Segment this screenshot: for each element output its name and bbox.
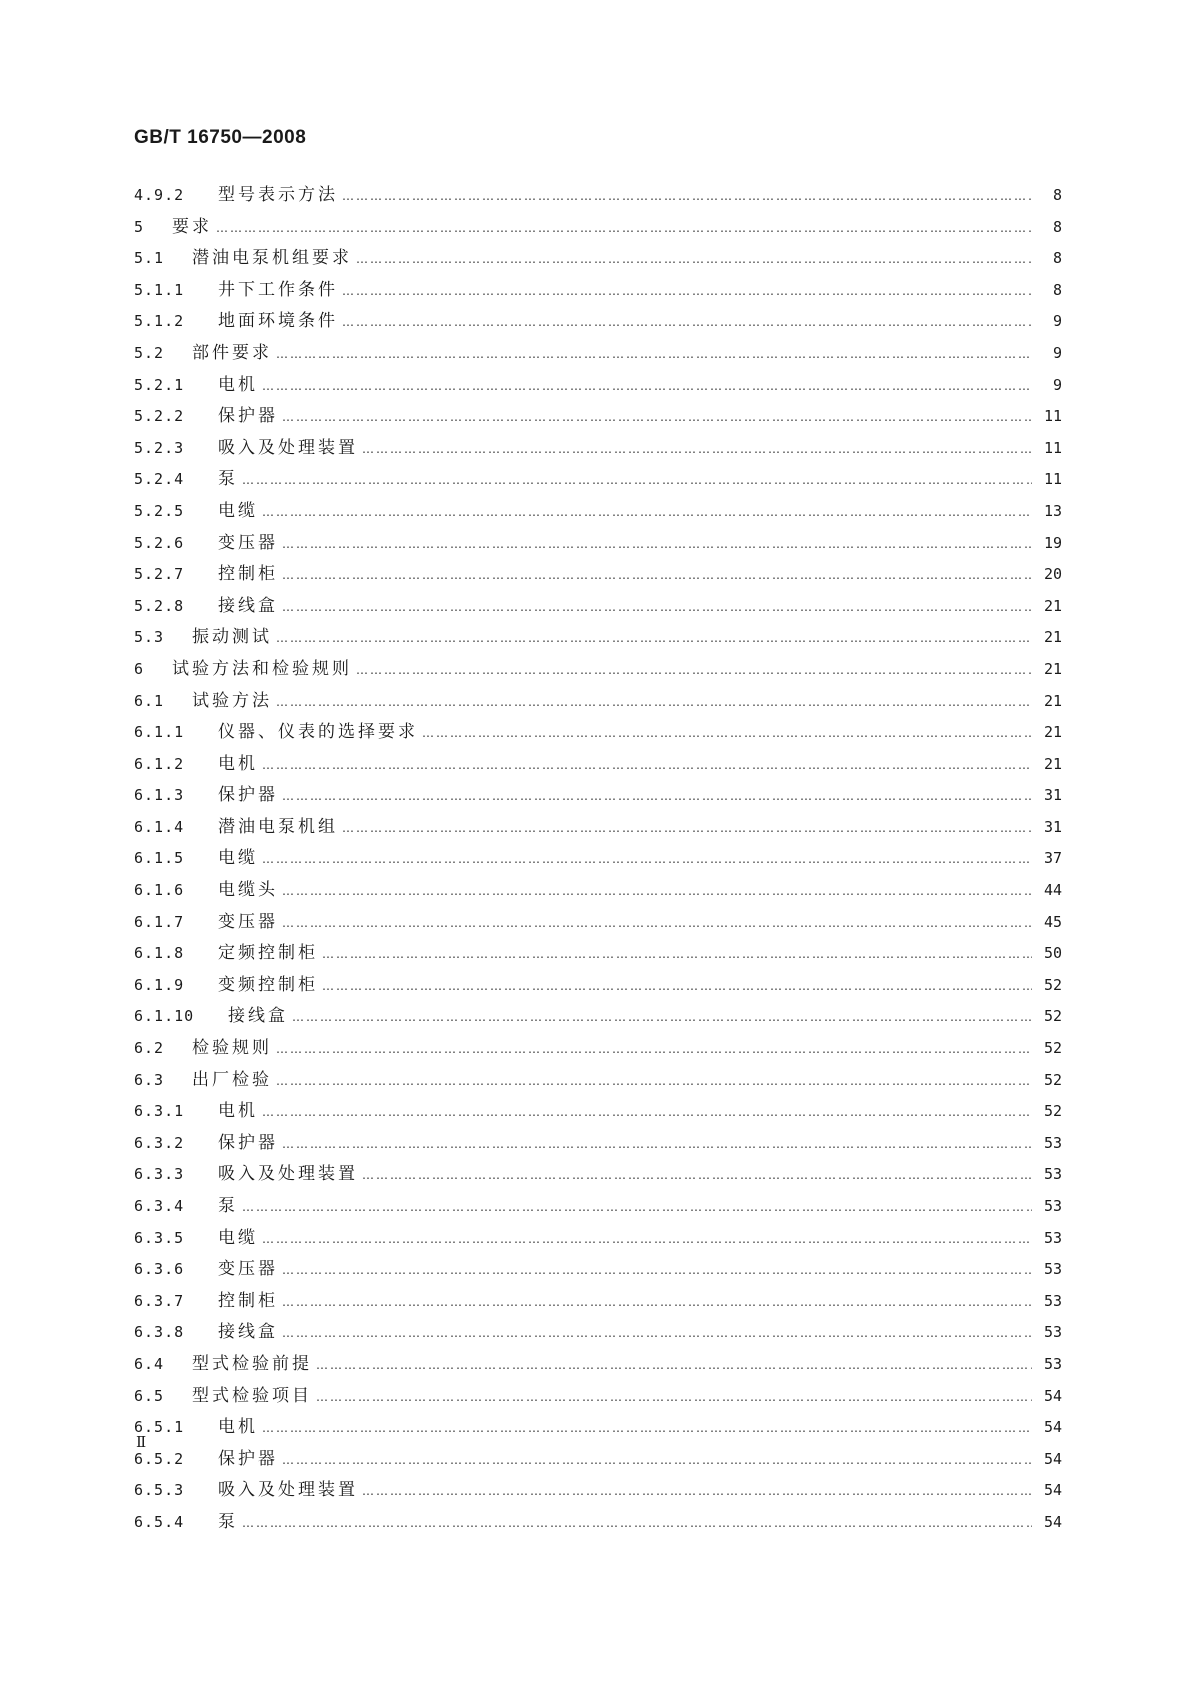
toc-dot-leader — [322, 979, 1032, 993]
toc-entry-page: 52 — [1043, 1007, 1062, 1026]
toc-entry-title: 保护器 — [218, 1448, 278, 1469]
toc-entry-number: 5.2.2 — [134, 407, 185, 426]
toc-entry-page: 53 — [1043, 1323, 1062, 1342]
toc-entry-number: 6.3.7 — [134, 1291, 185, 1310]
toc-entry[interactable] — [134, 875, 1062, 907]
toc-entry-number: 5.2.6 — [134, 533, 185, 552]
toc-entry-number: 6.1.10 — [134, 1007, 195, 1026]
toc-dot-leader — [282, 916, 1032, 930]
toc-entry-number: 6.1.4 — [134, 817, 185, 836]
toc-dot-leader — [362, 1484, 1032, 1498]
toc-entry-number: 6.1.1 — [134, 723, 185, 742]
toc-entry-title: 变压器 — [218, 532, 278, 553]
toc-entry[interactable] — [134, 1033, 1062, 1065]
toc-dot-leader — [262, 1421, 1032, 1435]
toc-entry-page: 11 — [1043, 438, 1062, 457]
toc-entry-title: 试验方法 — [192, 690, 272, 711]
toc-entry-title: 保护器 — [218, 785, 278, 806]
toc-entry-title: 试验方法和检验规则 — [172, 658, 352, 679]
toc-dot-leader — [276, 347, 1032, 361]
toc-dot-leader — [362, 442, 1032, 456]
toc-entry[interactable] — [134, 686, 1062, 718]
toc-dot-leader — [342, 315, 1032, 329]
toc-entry-number: 6.3 — [134, 1070, 165, 1089]
toc-entry-page: 21 — [1043, 723, 1062, 742]
toc-entry[interactable] — [134, 1254, 1062, 1286]
toc-entry-page: 54 — [1043, 1512, 1062, 1531]
toc-entry-title: 电机 — [218, 753, 258, 774]
toc-entry-page: 52 — [1043, 1039, 1062, 1058]
toc-entry-number: 5.2.3 — [134, 438, 185, 457]
toc-entry[interactable] — [134, 496, 1062, 528]
toc-entry-title: 泵 — [218, 1196, 238, 1216]
toc-entry-page: 8 — [1052, 249, 1062, 268]
toc-entry[interactable] — [134, 1507, 1062, 1539]
toc-entry-title: 型式检验前提 — [192, 1353, 312, 1374]
toc-entry-page: 52 — [1043, 1070, 1062, 1089]
toc-entry-page: 53 — [1043, 1354, 1062, 1373]
toc-entry-title: 电机 — [218, 1101, 258, 1122]
toc-entry-page: 53 — [1043, 1228, 1062, 1247]
toc-entry-number: 6.1 — [134, 691, 165, 710]
toc-entry[interactable] — [134, 1475, 1062, 1507]
toc-entry-page: 9 — [1052, 343, 1062, 362]
toc-dot-leader — [292, 1010, 1032, 1024]
toc-entry[interactable] — [134, 907, 1062, 939]
toc-entry-number: 5.2.8 — [134, 596, 185, 615]
toc-entry[interactable] — [134, 370, 1062, 402]
toc-entry-number: 5.2 — [134, 343, 165, 362]
toc-dot-leader — [262, 1105, 1032, 1119]
toc-entry-page: 20 — [1043, 565, 1062, 584]
toc-dot-leader — [342, 284, 1032, 298]
toc-dot-leader — [342, 821, 1032, 835]
toc-entry-page: 13 — [1043, 501, 1062, 520]
toc-entry-title: 电缆头 — [218, 880, 278, 901]
toc-entry-number: 6.3.2 — [134, 1133, 185, 1152]
toc-entry-page: 54 — [1043, 1418, 1062, 1437]
toc-entry-page: 11 — [1043, 407, 1062, 426]
toc-entry-number: 6.1.8 — [134, 944, 185, 963]
toc-entry-number: 6.5 — [134, 1386, 165, 1405]
toc-entry[interactable] — [134, 780, 1062, 812]
toc-entry[interactable] — [134, 306, 1062, 338]
toc-entry-title: 地面环境条件 — [218, 311, 338, 332]
toc-entry-number: 6.5.3 — [134, 1481, 185, 1500]
toc-entry-page: 21 — [1043, 754, 1062, 773]
toc-entry[interactable] — [134, 1349, 1062, 1381]
toc-entry-page: 31 — [1043, 786, 1062, 805]
toc-entry[interactable] — [134, 1381, 1062, 1413]
toc-dot-leader — [282, 600, 1032, 614]
toc-entry-title: 型式检验项目 — [192, 1385, 312, 1406]
toc-entry[interactable] — [134, 1128, 1062, 1160]
toc-entry-title: 电缆 — [218, 500, 258, 521]
toc-entry-title: 控制柜 — [218, 1290, 278, 1311]
toc-entry-number: 6.5.1 — [134, 1418, 185, 1437]
toc-entry-title: 吸入及处理装置 — [218, 437, 358, 458]
toc-entry-page: 21 — [1043, 691, 1062, 710]
toc-entry[interactable] — [134, 970, 1062, 1002]
toc-entry-title: 出厂检验 — [192, 1069, 272, 1090]
toc-dot-leader — [282, 1263, 1032, 1277]
toc-dot-leader — [216, 221, 1032, 235]
toc-entry-title: 部件要求 — [192, 342, 272, 363]
toc-dot-leader — [342, 189, 1032, 203]
toc-dot-leader — [262, 379, 1032, 393]
toc-entry[interactable] — [134, 1159, 1062, 1191]
toc-entry[interactable] — [134, 1191, 1062, 1223]
toc-dot-leader — [276, 1074, 1032, 1088]
toc-entry[interactable] — [134, 338, 1062, 370]
toc-dot-leader — [282, 410, 1032, 424]
toc-entry[interactable] — [134, 401, 1062, 433]
toc-entry-page: 31 — [1043, 817, 1062, 836]
toc-entry[interactable] — [134, 843, 1062, 875]
toc-entry-title: 接线盒 — [218, 1322, 278, 1343]
toc-dot-leader — [282, 884, 1032, 898]
toc-dot-leader — [262, 1232, 1032, 1246]
toc-entry-number: 5.1.1 — [134, 280, 185, 299]
toc-entry-number: 6.3.8 — [134, 1323, 185, 1342]
toc-entry[interactable] — [134, 1412, 1062, 1444]
toc-entry-page: 21 — [1043, 596, 1062, 615]
toc-entry-number: 5.2.7 — [134, 565, 185, 584]
toc-entry-title: 吸入及处理装置 — [218, 1480, 358, 1501]
toc-entry-number: 6.1.5 — [134, 849, 185, 868]
toc-dot-leader — [356, 252, 1032, 266]
toc-entry-page: 53 — [1043, 1197, 1062, 1215]
toc-entry-page: 53 — [1043, 1291, 1062, 1310]
toc-dot-leader — [262, 758, 1032, 772]
toc-entry-page: 9 — [1052, 312, 1062, 331]
toc-entry[interactable] — [134, 654, 1062, 686]
toc-entry[interactable] — [134, 559, 1062, 591]
toc-entry-title: 变压器 — [218, 1259, 278, 1280]
toc-entry-number: 5.2.1 — [134, 375, 185, 394]
toc-entry-page: 54 — [1043, 1481, 1062, 1500]
toc-entry-number: 6.5.4 — [134, 1512, 185, 1531]
toc-dot-leader — [276, 1042, 1032, 1056]
toc-entry-title: 控制柜 — [218, 564, 278, 585]
toc-entry[interactable] — [134, 1286, 1062, 1318]
toc-entry-page: 44 — [1043, 881, 1062, 900]
toc-dot-leader — [242, 1516, 1032, 1530]
toc-entry-number: 6.1.6 — [134, 881, 185, 900]
toc-entry-page: 53 — [1043, 1260, 1062, 1279]
toc-entry-number: 6.3.6 — [134, 1260, 185, 1279]
toc-entry-number: 6.3.3 — [134, 1165, 185, 1184]
toc-entry-page: 54 — [1043, 1449, 1062, 1468]
toc-entry-title: 定频控制柜 — [218, 943, 318, 964]
toc-entry-number: 5 — [134, 217, 145, 236]
toc-entry-title: 检验规则 — [192, 1038, 272, 1059]
toc-dot-leader — [356, 663, 1032, 677]
toc-entry-title: 保护器 — [218, 406, 278, 427]
toc-entry[interactable] — [134, 812, 1062, 844]
toc-entry-number: 5.3 — [134, 628, 165, 647]
table-of-contents — [134, 180, 1062, 1539]
toc-entry[interactable] — [134, 1223, 1062, 1255]
toc-entry-number: 5.1 — [134, 249, 165, 268]
toc-dot-leader — [262, 505, 1032, 519]
toc-entry[interactable] — [134, 749, 1062, 781]
toc-entry-page: 52 — [1043, 975, 1062, 994]
toc-entry[interactable] — [134, 1444, 1062, 1476]
toc-entry-number: 6.3.5 — [134, 1228, 185, 1247]
toc-entry-page: 8 — [1052, 217, 1062, 236]
toc-entry-page: 19 — [1043, 533, 1062, 552]
toc-entry-page: 37 — [1043, 849, 1062, 868]
toc-entry[interactable] — [134, 1317, 1062, 1349]
toc-entry-title: 接线盒 — [218, 595, 278, 616]
toc-entry-page: 45 — [1043, 912, 1062, 931]
toc-entry-title: 泵 — [218, 1511, 238, 1532]
toc-entry[interactable] — [134, 1065, 1062, 1097]
toc-dot-leader — [362, 1168, 1032, 1182]
toc-entry-title: 接线盒 — [228, 1006, 288, 1027]
toc-entry-page: 8 — [1052, 186, 1062, 204]
toc-entry[interactable] — [134, 275, 1062, 307]
toc-entry-page: 21 — [1043, 628, 1062, 647]
toc-entry-title: 井下工作条件 — [218, 279, 338, 300]
toc-dot-leader — [276, 695, 1032, 709]
toc-entry-title: 保护器 — [218, 1132, 278, 1153]
toc-entry[interactable] — [134, 433, 1062, 465]
toc-dot-leader — [242, 473, 1032, 487]
toc-entry-page: 8 — [1052, 280, 1062, 299]
toc-entry-page: 52 — [1043, 1102, 1062, 1121]
toc-entry[interactable] — [134, 528, 1062, 560]
toc-entry-page: 53 — [1043, 1165, 1062, 1184]
toc-entry-title: 变频控制柜 — [218, 974, 318, 995]
toc-entry-number: 6.5.2 — [134, 1449, 185, 1468]
toc-dot-leader — [276, 631, 1032, 645]
toc-dot-leader — [282, 1295, 1032, 1309]
toc-entry-page: 53 — [1043, 1133, 1062, 1152]
toc-dot-leader — [282, 1326, 1032, 1340]
toc-dot-leader — [316, 1390, 1032, 1404]
toc-entry-title: 仪器、仪表的选择要求 — [218, 722, 418, 743]
toc-entry[interactable] — [134, 180, 1062, 212]
toc-entry-number: 6.3.4 — [134, 1197, 185, 1215]
toc-entry-number: 6.2 — [134, 1039, 165, 1058]
toc-entry[interactable] — [134, 243, 1062, 275]
toc-entry-page: 50 — [1043, 944, 1062, 963]
toc-entry[interactable] — [134, 622, 1062, 654]
toc-entry-title: 吸入及处理装置 — [218, 1164, 358, 1185]
toc-dot-leader — [242, 1200, 1032, 1214]
toc-dot-leader — [262, 852, 1032, 866]
toc-entry-title: 电缆 — [218, 1227, 258, 1248]
toc-entry-number: 5.1.2 — [134, 312, 185, 331]
toc-entry-number: 4.9.2 — [134, 186, 185, 204]
toc-entry[interactable] — [134, 938, 1062, 970]
toc-entry[interactable] — [134, 1096, 1062, 1128]
toc-dot-leader — [282, 1453, 1032, 1467]
toc-entry-number: 6.1.2 — [134, 754, 185, 773]
toc-entry-title: 型号表示方法 — [218, 185, 338, 205]
toc-entry[interactable] — [134, 591, 1062, 623]
toc-entry-number: 6.3.1 — [134, 1102, 185, 1121]
page-number: Ⅱ — [136, 1435, 147, 1451]
toc-dot-leader — [322, 947, 1032, 961]
standard-code-header: GB/T 16750—2008 — [134, 127, 307, 148]
toc-entry-title: 电缆 — [218, 848, 258, 869]
toc-dot-leader — [316, 1358, 1032, 1372]
toc-entry-number: 6 — [134, 659, 145, 678]
toc-entry-title: 潜油电泵机组 — [218, 816, 338, 837]
toc-dot-leader — [282, 568, 1032, 582]
toc-entry-number: 5.2.4 — [134, 470, 185, 489]
toc-entry-page: 54 — [1043, 1386, 1062, 1405]
toc-entry-title: 变压器 — [218, 911, 278, 932]
toc-entry-page: 9 — [1052, 375, 1062, 394]
toc-entry-number: 6.1.9 — [134, 975, 185, 994]
toc-entry-page: 11 — [1043, 470, 1062, 489]
toc-dot-leader — [282, 537, 1032, 551]
toc-entry-number: 6.4 — [134, 1354, 165, 1373]
toc-entry[interactable] — [134, 1001, 1062, 1033]
toc-entry-number: 6.1.3 — [134, 786, 185, 805]
toc-dot-leader — [422, 726, 1032, 740]
toc-entry-title: 振动测试 — [192, 627, 272, 648]
toc-dot-leader — [282, 789, 1032, 803]
toc-entry-title: 泵 — [218, 469, 238, 490]
toc-entry-number: 6.1.7 — [134, 912, 185, 931]
toc-entry-title: 潜油电泵机组要求 — [192, 248, 352, 269]
toc-entry-title: 要求 — [172, 216, 212, 237]
toc-entry-number: 5.2.5 — [134, 501, 185, 520]
toc-entry[interactable] — [134, 464, 1062, 496]
toc-entry[interactable] — [134, 212, 1062, 244]
toc-dot-leader — [282, 1137, 1032, 1151]
toc-entry-title: 电机 — [218, 1417, 258, 1438]
toc-entry-page: 21 — [1043, 659, 1062, 678]
toc-entry[interactable] — [134, 717, 1062, 749]
toc-entry-title: 电机 — [218, 374, 258, 395]
